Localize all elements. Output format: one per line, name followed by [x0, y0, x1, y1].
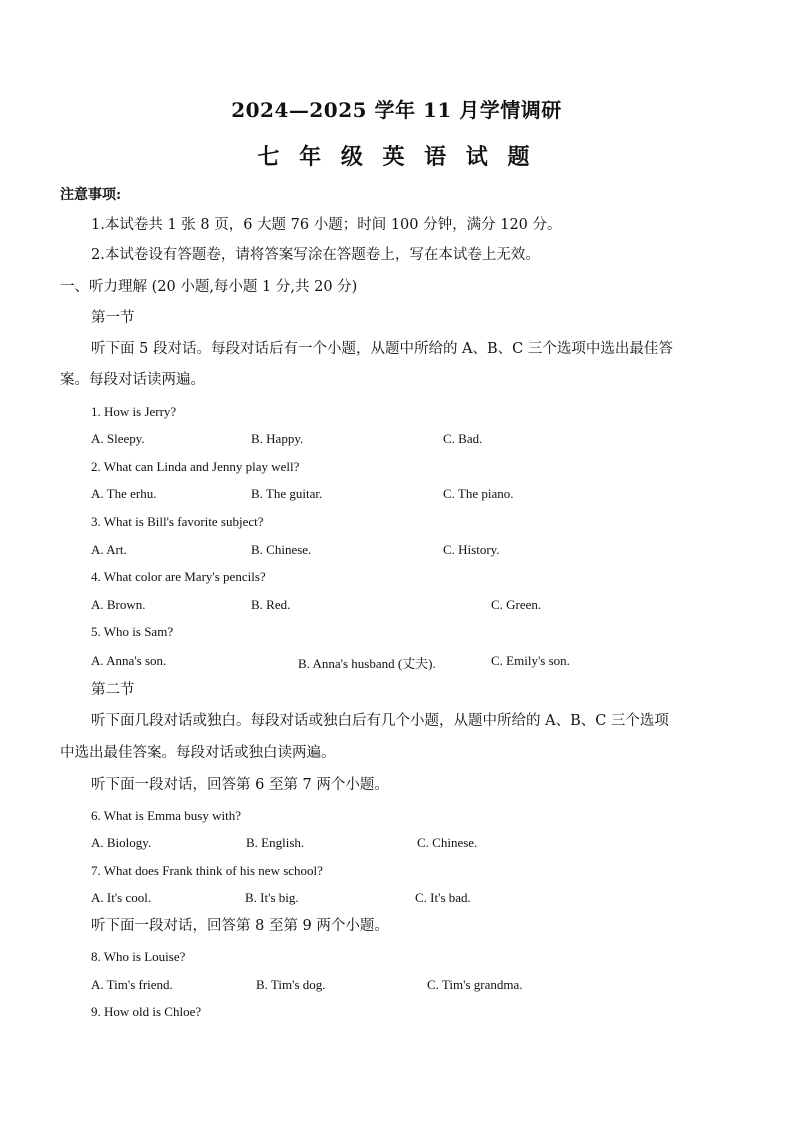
note-1: 1.本试卷共 1 张 8 页，6 大题 76 小题；时间 100 分钟，满分 120 分。	[91, 217, 562, 233]
section2-heading: 第二节	[91, 682, 135, 698]
q3-option-a: A. Art.	[91, 542, 127, 557]
q2-option-c: C. The piano.	[443, 486, 514, 501]
q2-option-a: A. The erhu.	[91, 486, 157, 501]
section2-instruction-2: 中选出最佳答案。每段对话或独白读两遍。	[60, 745, 336, 761]
question-8: 8. Who is Louise?	[91, 949, 186, 964]
q4-option-b: B. Red.	[251, 597, 291, 612]
q5-option-b: B. Anna's husband (丈夫).	[298, 656, 436, 671]
exam-title: 2024—2025 学年 11 月学情调研	[231, 98, 562, 122]
question-6: 6. What is Emma busy with?	[91, 808, 241, 823]
q7-option-a: A. It's cool.	[91, 890, 152, 905]
q1-option-b: B. Happy.	[251, 431, 304, 446]
q4-option-a: A. Brown.	[91, 597, 146, 612]
question-9: 9. How old is Chloe?	[91, 1004, 202, 1019]
q5-option-c: C. Emily's son.	[491, 653, 570, 668]
question-7: 7. What does Frank think of his new school?	[91, 863, 323, 878]
q1-option-c: C. Bad.	[443, 431, 483, 446]
section1-instruction-2: 案。每段对话读两遍。	[60, 372, 205, 388]
q4-option-c: C. Green.	[491, 597, 542, 612]
exam-subtitle: 七 年 级 英 语 试 题	[257, 144, 536, 170]
question-4: 4. What color are Mary's pencils?	[91, 569, 266, 584]
q7-option-c: C. It's bad.	[415, 890, 471, 905]
dialogue-6-7-intro: 听下面一段对话，回答第 6 至第 7 两个小题。	[91, 777, 389, 793]
section1-instruction-1: 听下面 5 段对话。每段对话后有一个小题，从题中所给的 A、B、C 三个选项中选出最佳答	[91, 341, 673, 357]
q6-option-a: A. Biology.	[91, 835, 152, 850]
question-2: 2. What can Linda and Jenny play well?	[91, 459, 300, 474]
q8-option-c: C. Tim's grandma.	[427, 977, 523, 992]
q8-option-b: B. Tim's dog.	[256, 977, 326, 992]
q6-option-c: C. Chinese.	[417, 835, 478, 850]
question-5: 5. Who is Sam?	[91, 624, 174, 639]
question-1: 1. How is Jerry?	[91, 404, 177, 419]
section1-heading: 第一节	[91, 310, 135, 326]
q1-option-a: A. Sleepy.	[91, 431, 145, 446]
dialogue-8-9-intro: 听下面一段对话，回答第 8 至第 9 两个小题。	[91, 918, 389, 934]
q7-option-b: B. It's big.	[245, 890, 299, 905]
notes-heading: 注意事项:	[60, 187, 122, 203]
section2-instruction-1: 听下面几段对话或独白。每段对话或独白后有几个小题，从题中所给的 A、B、C 三个选项	[91, 713, 669, 729]
question-3: 3. What is Bill's favorite subject?	[91, 514, 264, 529]
q3-option-b: B. Chinese.	[251, 542, 312, 557]
q2-option-b: B. The guitar.	[251, 486, 323, 501]
q6-option-b: B. English.	[246, 835, 305, 850]
q5-option-a: A. Anna's son.	[91, 653, 167, 668]
note-2: 2.本试卷设有答题卷，请将答案写涂在答题卷上，写在本试卷上无效。	[91, 247, 540, 263]
part1-heading: 一、听力理解 (20 小题,每小题 1 分,共 20 分)	[60, 279, 358, 295]
q3-option-c: C. History.	[443, 542, 500, 557]
q8-option-a: A. Tim's friend.	[91, 977, 173, 992]
